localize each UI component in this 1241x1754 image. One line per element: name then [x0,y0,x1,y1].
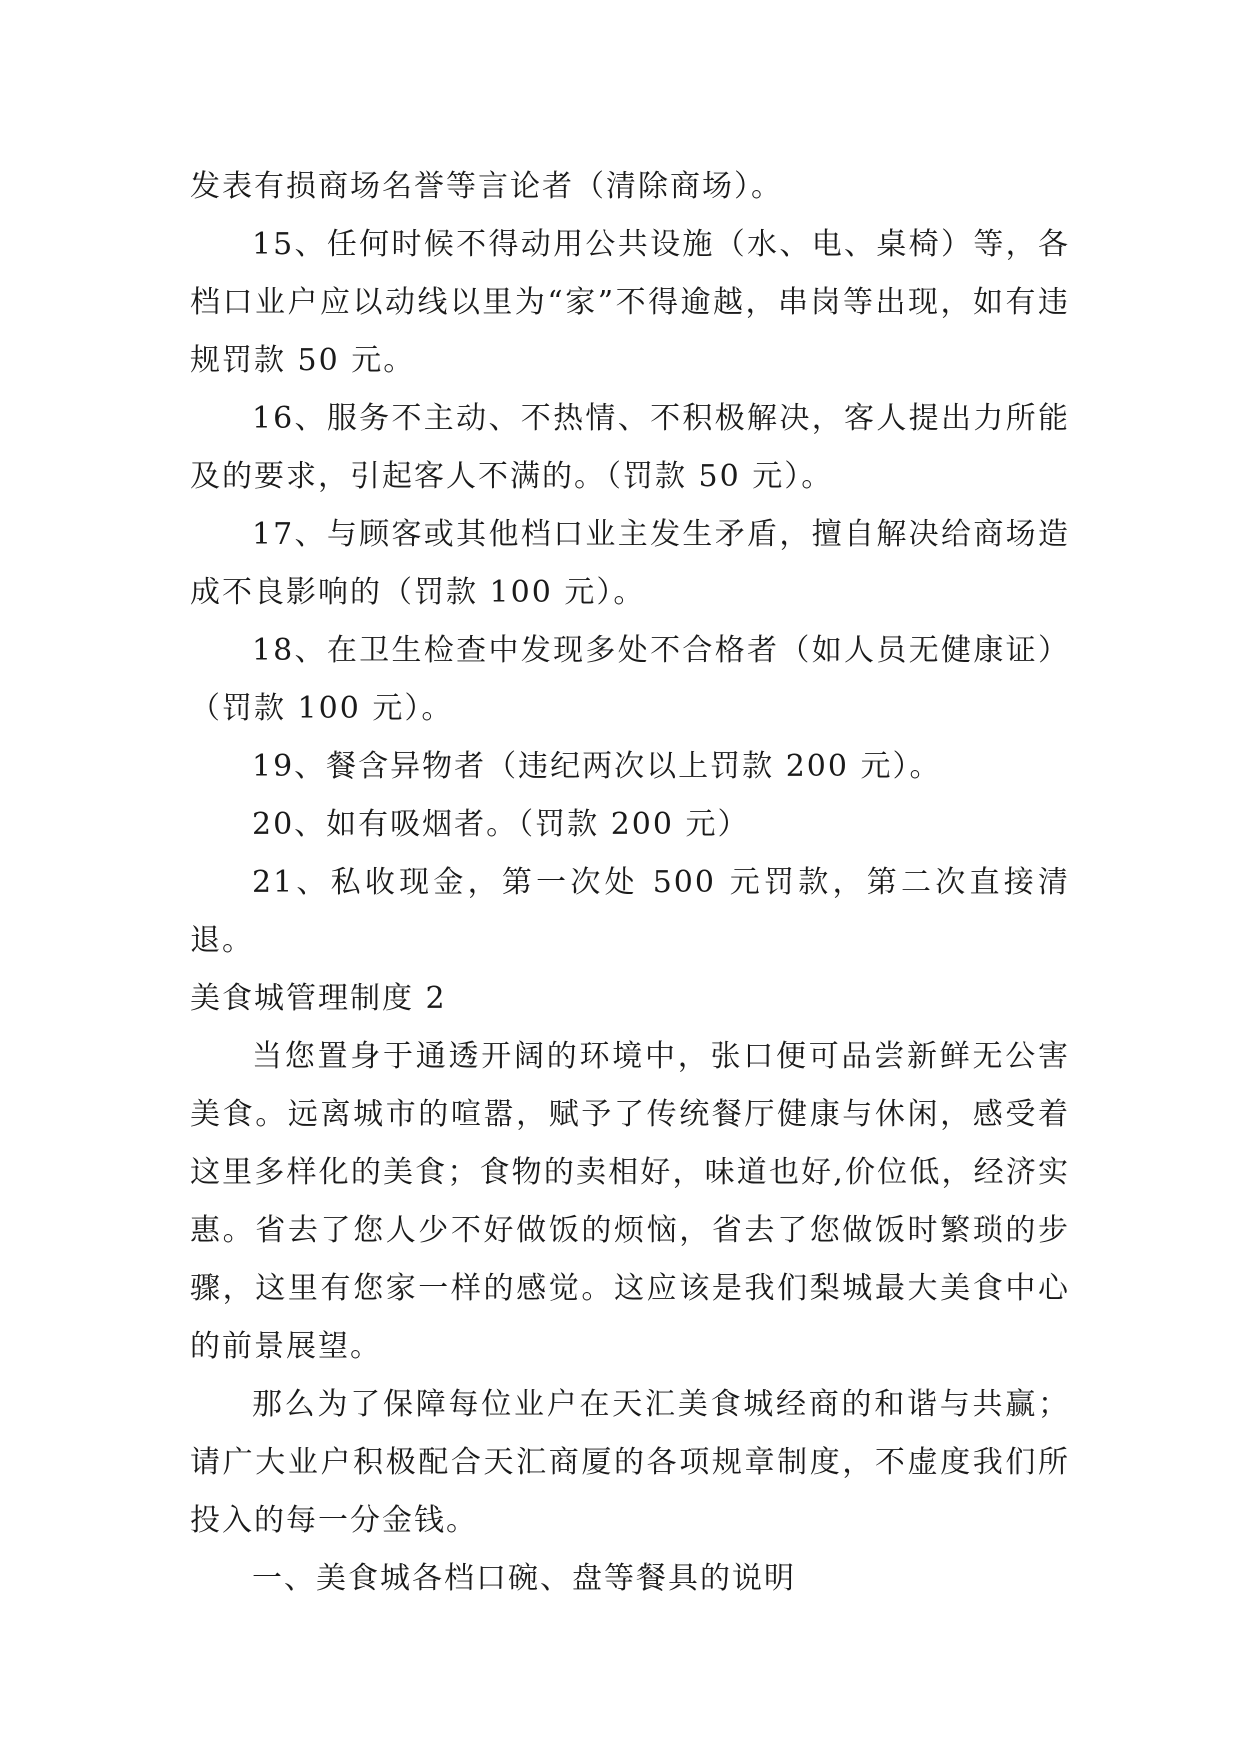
rule-item-21: 21、私收现金，第一次处 500 元罚款，第二次直接清退。 [190,865,1070,958]
rule-item-19: 19、餐含异物者（违纪两次以上罚款 200 元）。 [252,749,942,784]
section-title: 美食城管理制度 2 [190,981,447,1016]
intro-paragraph: 当您置身于通透开阔的环境中，张口便可品尝新鲜无公害美食。远离城市的喧嚣，赋予了传统餐厅健康与休闲，感受着这里多样化的美食；食物的卖相好，味道也好,价位低，经济实惠。省去了您人少不好做饭的烦恼，省去了您做饭时繁琐的步骤，这里有您家一样的感觉。这应该是我们梨城最大美食中心的前景展望。 [190,1039,1070,1364]
rule-item-18: 18、在卫生检查中发现多处不合格者（如人员无健康证）（罚款 100 元）。 [190,633,1070,726]
rule-item-20: 20、如有吸烟者。（罚款 200 元） [252,807,750,842]
rule-item-15: 15、任何时候不得动用公共设施（水、电、桌椅）等，各档口业户应以动线以里为“家”不得逾越，串岗等出现，如有违规罚款 50 元。 [190,227,1070,378]
document-body [190,158,1070,1608]
rule-item-17: 17、与顾客或其他档口业主发生矛盾，擅自解决给商场造成不良影响的（罚款 100 元）。 [190,517,1070,610]
appeal-paragraph: 那么为了保障每位业户在天汇美食城经商的和谐与共赢；请广大业户积极配合天汇商厦的各项规章制度，不虚度我们所投入的每一分金钱。 [190,1387,1070,1538]
paragraph-continuation: 发表有损商场名誉等言论者（清除商场）。 [190,169,783,204]
rule-item-16: 16、服务不主动、不热情、不积极解决，客人提出力所能及的要求，引起客人不满的。（罚款 50 元）。 [190,401,1070,494]
subsection-heading: 一、美食城各档口碗、盘等餐具的说明 [252,1561,796,1596]
